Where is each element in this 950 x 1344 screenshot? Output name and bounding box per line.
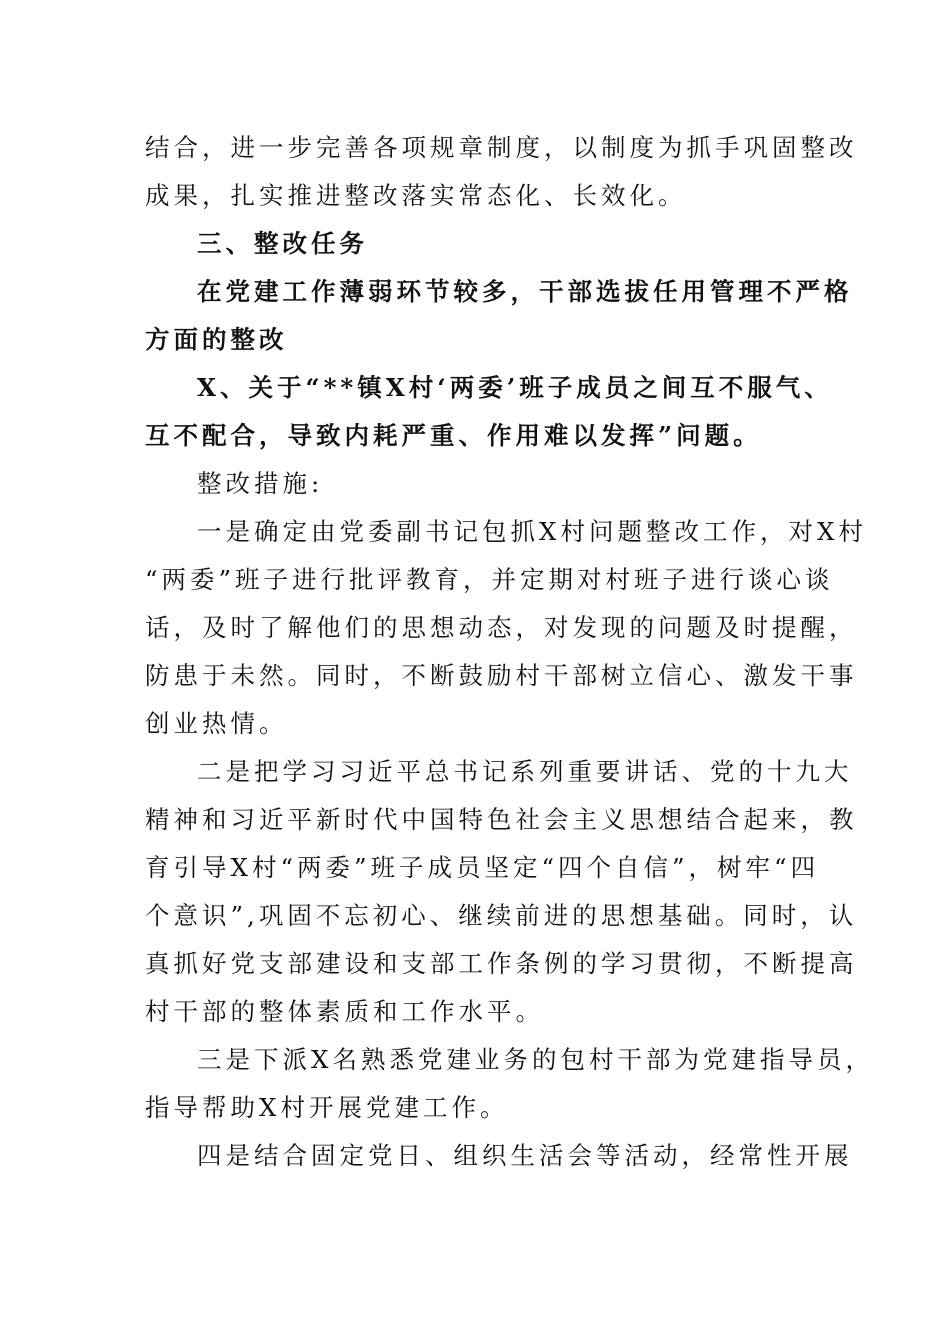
text-line: X、关于“**镇X村‘两委’班子成员之间互不服气、 xyxy=(197,373,833,402)
text-line: 三是下派X名熟悉党建业务的包村干部为党建指导员， xyxy=(197,1045,874,1074)
text-line: 话，及时了解他们的思想动态，对发现的问题及时提醒， xyxy=(145,613,858,642)
paragraph-measure-two xyxy=(145,748,858,1036)
text-line: 个意识”,巩固不忘初心、继续前进的思想基础。同时，认 xyxy=(145,901,858,930)
text-line: 一是确定由党委副书记包抓X村问题整改工作，对X村 xyxy=(197,517,867,546)
document-page xyxy=(145,124,874,1180)
text-line: 二是把学习习近平总书记系列重要讲话、党的十九大 xyxy=(197,757,853,786)
section-heading: 三、整改任务 xyxy=(197,229,368,258)
measures-label: 整改措施: xyxy=(197,469,324,498)
text-line: 精神和习近平新时代中国特色社会主义思想结合起来，教 xyxy=(145,805,858,834)
text-line: 村干部的整体素质和工作水平。 xyxy=(145,997,544,1026)
paragraph-measure-four xyxy=(145,1132,853,1180)
text-line: 创业热情。 xyxy=(145,709,288,738)
issue-heading xyxy=(145,364,833,460)
paragraph-measure-three xyxy=(145,1036,874,1132)
text-line: 结合，进一步完善各项规章制度，以制度为抓手巩固整改 xyxy=(145,133,858,162)
sub-heading xyxy=(145,268,853,364)
text-line: 方面的整改 xyxy=(145,325,288,354)
text-line: 真抓好党支部建设和支部工作条例的学习贯彻，不断提高 xyxy=(145,949,858,978)
text-line: 在党建工作薄弱环节较多，干部选拔任用管理不严格 xyxy=(197,277,853,306)
text-line: 防患于未然。同时，不断鼓励村干部树立信心、激发干事 xyxy=(145,661,858,690)
paragraph-measure-one xyxy=(145,508,867,748)
text-line: 育引导X村“两委”班子成员坚定“四个自信”，树牢“四 xyxy=(145,853,820,882)
paragraph-intro xyxy=(145,124,858,220)
text-line: 指导帮助X村开展党建工作。 xyxy=(145,1093,509,1122)
text-line: “两委”班子进行批评教育，并定期对村班子进行谈心谈 xyxy=(145,565,834,594)
text-line: 成果，扎实推进整改落实常态化、长效化。 xyxy=(145,181,687,210)
text-line: 四是结合固定党日、组织生活会等活动，经常性开展 xyxy=(197,1141,853,1170)
text-line: 互不配合，导致内耗严重、作用难以发挥”问题。 xyxy=(145,421,762,450)
